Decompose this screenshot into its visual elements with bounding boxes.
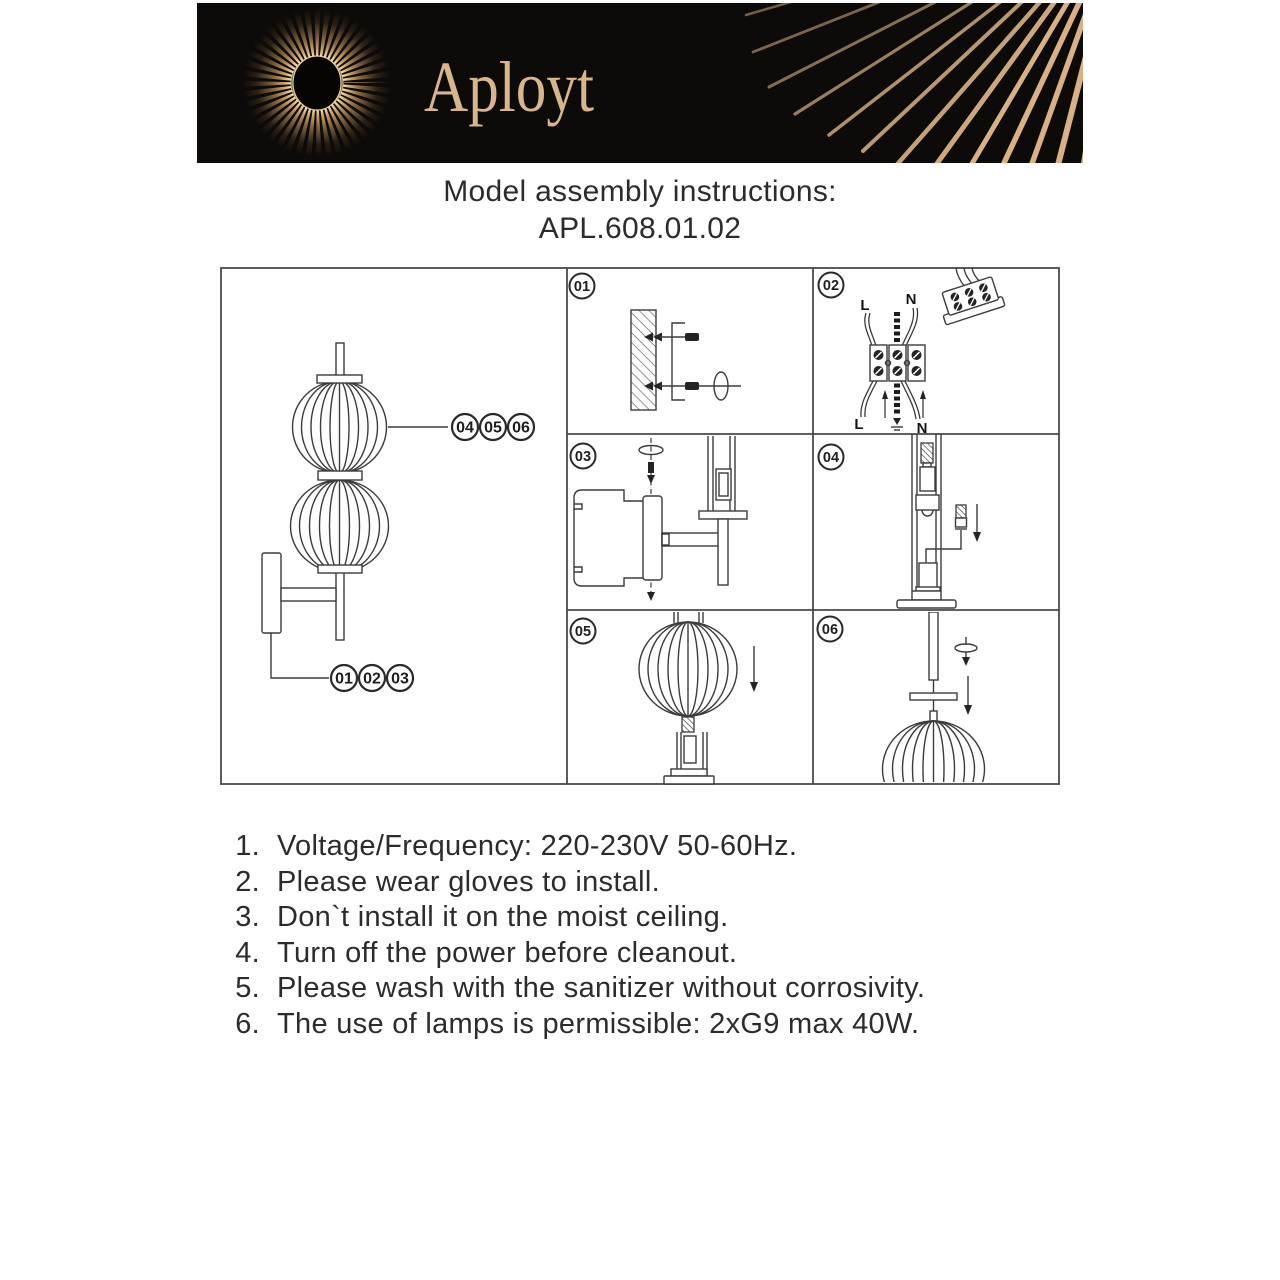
wire-label-L-top: L bbox=[860, 297, 870, 314]
instruction-number: 4. bbox=[235, 936, 260, 969]
rays-decoration-icon bbox=[746, 3, 1083, 163]
instruction-text: Turn off the power before cleanout. bbox=[277, 936, 738, 969]
lower-socket bbox=[916, 563, 940, 591]
panel-step-03 bbox=[571, 436, 748, 601]
title-block bbox=[0, 173, 1280, 247]
instruction-text: Please wear gloves to install. bbox=[277, 865, 660, 898]
instruction-item bbox=[226, 936, 925, 972]
panel-badge bbox=[571, 444, 596, 469]
banner-art bbox=[197, 3, 1083, 163]
brand-wordmark: Aployt bbox=[424, 47, 594, 127]
panel-step-04 bbox=[819, 434, 982, 608]
instruction-number: 1. bbox=[235, 830, 260, 862]
panel-step-01 bbox=[570, 274, 742, 411]
model-number: APL.608.01.02 bbox=[538, 212, 742, 245]
instruction-number: 6. bbox=[235, 1007, 260, 1040]
lamp-overview-panel bbox=[262, 343, 534, 691]
instruction-item bbox=[226, 865, 925, 901]
svg-text:05: 05 bbox=[484, 419, 502, 437]
panel-badge bbox=[819, 273, 844, 298]
wire-label-N-top: N bbox=[905, 291, 917, 308]
ground-symbol-icon bbox=[891, 418, 903, 430]
instruction-number: 5. bbox=[235, 972, 260, 1004]
svg-text:06: 06 bbox=[821, 622, 839, 638]
instruction-text: Please wash with the sanitizer without corrosivity. bbox=[277, 972, 926, 1004]
assembly-diagram bbox=[219, 266, 1061, 788]
page-title: Model assembly instructions: bbox=[443, 175, 837, 208]
sunburst-logo-icon bbox=[243, 9, 391, 157]
instruction-text: Don`t install it on the moist ceiling. bbox=[277, 901, 729, 933]
screw-bottom bbox=[644, 372, 741, 400]
svg-text:03: 03 bbox=[391, 670, 409, 688]
instruction-text: Voltage/Frequency: 220-230V 50-60Hz. bbox=[277, 830, 798, 862]
panel-badge bbox=[571, 619, 596, 644]
wire-label-N-bottom: N bbox=[916, 420, 928, 437]
panel-step-05 bbox=[571, 612, 759, 784]
instruction-item bbox=[226, 900, 925, 936]
svg-text:02: 02 bbox=[822, 278, 840, 294]
instruction-item bbox=[226, 829, 925, 865]
panel-badge bbox=[819, 445, 844, 470]
instruction-list bbox=[226, 829, 925, 1042]
svg-text:01: 01 bbox=[335, 670, 353, 688]
instruction-item bbox=[226, 971, 925, 1007]
svg-text:03: 03 bbox=[574, 449, 592, 465]
instruction-text: The use of lamps is permissible: 2xG9 max 40W. bbox=[277, 1007, 920, 1040]
instruction-number: 3. bbox=[235, 901, 260, 933]
callout-group-shades bbox=[388, 414, 534, 440]
instruction-item bbox=[226, 1007, 925, 1043]
panel-badge bbox=[818, 617, 843, 642]
svg-text:05: 05 bbox=[574, 624, 592, 640]
svg-text:02: 02 bbox=[363, 670, 381, 688]
panel-step-02 bbox=[819, 268, 1006, 437]
svg-text:01: 01 bbox=[573, 279, 591, 295]
wire-label-L-bottom: L bbox=[854, 416, 864, 433]
panel-step-06 bbox=[883, 612, 985, 788]
svg-text:04: 04 bbox=[456, 419, 474, 437]
callout-group-base bbox=[271, 633, 413, 691]
terminal-block bbox=[870, 345, 925, 381]
panel-badge bbox=[570, 274, 595, 299]
g9-bulb-icon bbox=[955, 505, 967, 535]
svg-text:04: 04 bbox=[822, 450, 840, 466]
brand-banner bbox=[197, 3, 1083, 163]
instruction-number: 2. bbox=[235, 865, 260, 898]
terminal-block-3d bbox=[936, 268, 1005, 325]
svg-text:06: 06 bbox=[512, 419, 530, 437]
